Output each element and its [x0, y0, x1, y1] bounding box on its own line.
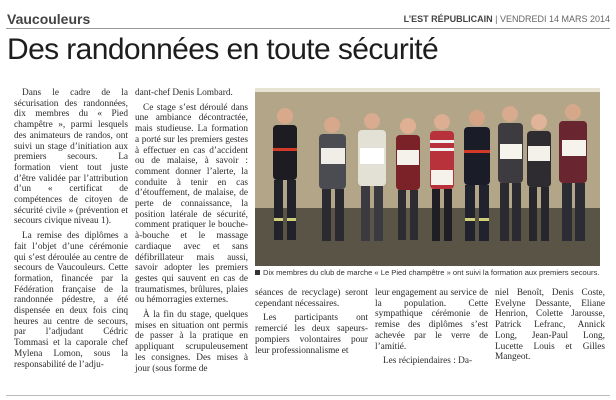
paragraph: niel Benoît, Denis Coste, Evelyne Dessante, Eliane Henrion, Colette Jarousse, Patrick Lefranc, Annick Long, Jean-Paul Long, Lucette Louis et Gilles Mangeot. — [495, 288, 605, 363]
publication-date: VENDREDI 14 MARS 2014 — [499, 14, 610, 24]
section-label: Vaucouleurs — [7, 11, 91, 27]
paragraph: À la fin du stage, quelques mises en situation ont permis de passer à la pratique en appliquant scrupuleusement les consignes. Des mises à jour (sous forme de — [135, 310, 248, 374]
bottom-rule — [6, 395, 610, 396]
text-column-2 — [135, 88, 248, 390]
paragraph: séances de recyclage) seront cependant nécessaires. — [255, 288, 368, 309]
paragraph: leur engagement au service de la population. Cette sympathique cérémonie de remise des diplômes s’est achevée par le verre de l’amitié. — [375, 288, 488, 352]
caption-text: Dix membres du club de marche « Le Pied champêtre » ont suivi la formation aux premiers secours. — [263, 268, 600, 277]
publication-name: L’EST RÉPUBLICAIN — [403, 14, 493, 24]
masthead — [404, 14, 610, 24]
paragraph: La remise des diplômes a fait l’objet d’une cérémonie qui s’est déroulée au centre de secours de Vaucouleurs. Cette formation, financée par la Fédération française de la randonnée pédestre, a été dispensée en deux fois cinq heures au centre de secours, par l’adjudant Cédric Tommasi et la caporale chef Mylena Lomon, sous la responsabilité de l’adju- — [14, 231, 128, 370]
photo-ceiling-light — [255, 88, 600, 92]
paragraph: dant-chef Denis Lombard. — [135, 88, 233, 98]
headline: Des randonnées en toute sécurité — [7, 33, 439, 66]
group-photo-illustration — [255, 88, 600, 266]
photo-caption — [255, 268, 605, 277]
group-photo — [255, 88, 600, 266]
text-column-5 — [495, 288, 605, 363]
header-rule — [6, 28, 610, 29]
text-column-1 — [14, 88, 128, 390]
masthead-separator: | — [495, 14, 498, 24]
text-column-3 — [255, 288, 368, 356]
text-column-4 — [375, 288, 488, 367]
paragraph: Les récipiendaires : Da- — [383, 356, 473, 367]
paragraph: Les participants ont remercié les deux sapeurs-pompiers volontaires pour leur professionnalisme et — [255, 313, 368, 356]
paragraph: Ce stage s’est déroulé dans une ambiance décontractée, mais studieuse. La formation a porté sur les premiers gestes à effectuer en cas d’accident ou de malaise, à savoir : comment donner l’alerte, la conduite à tenir en cas d’étouffement, de malaise, de perte de connaissance, la position latérale de sécurité, comment pratiquer le bouche-à-bouche et le massage cardiaque avec et sans défibrillateur mais aussi, savoir adopter les premiers gestes qui sauvent en cas de traumatismes, brûlures, plaies ou hémorragies externes. — [135, 102, 248, 306]
caption-square-icon — [255, 270, 260, 275]
paragraph: Dans le cadre de la sécurisation des randonnées, dix membres du « Pied champêtre », parmi lesquels des animateurs de randos, ont suivi un stage d’initiation aux premiers secours. La formation vient tout juste d’être validée par l’attribution d’un « certificat de compétences de citoyen de sécurité civile » (prévention et secours civique niveau 1). — [14, 88, 128, 227]
